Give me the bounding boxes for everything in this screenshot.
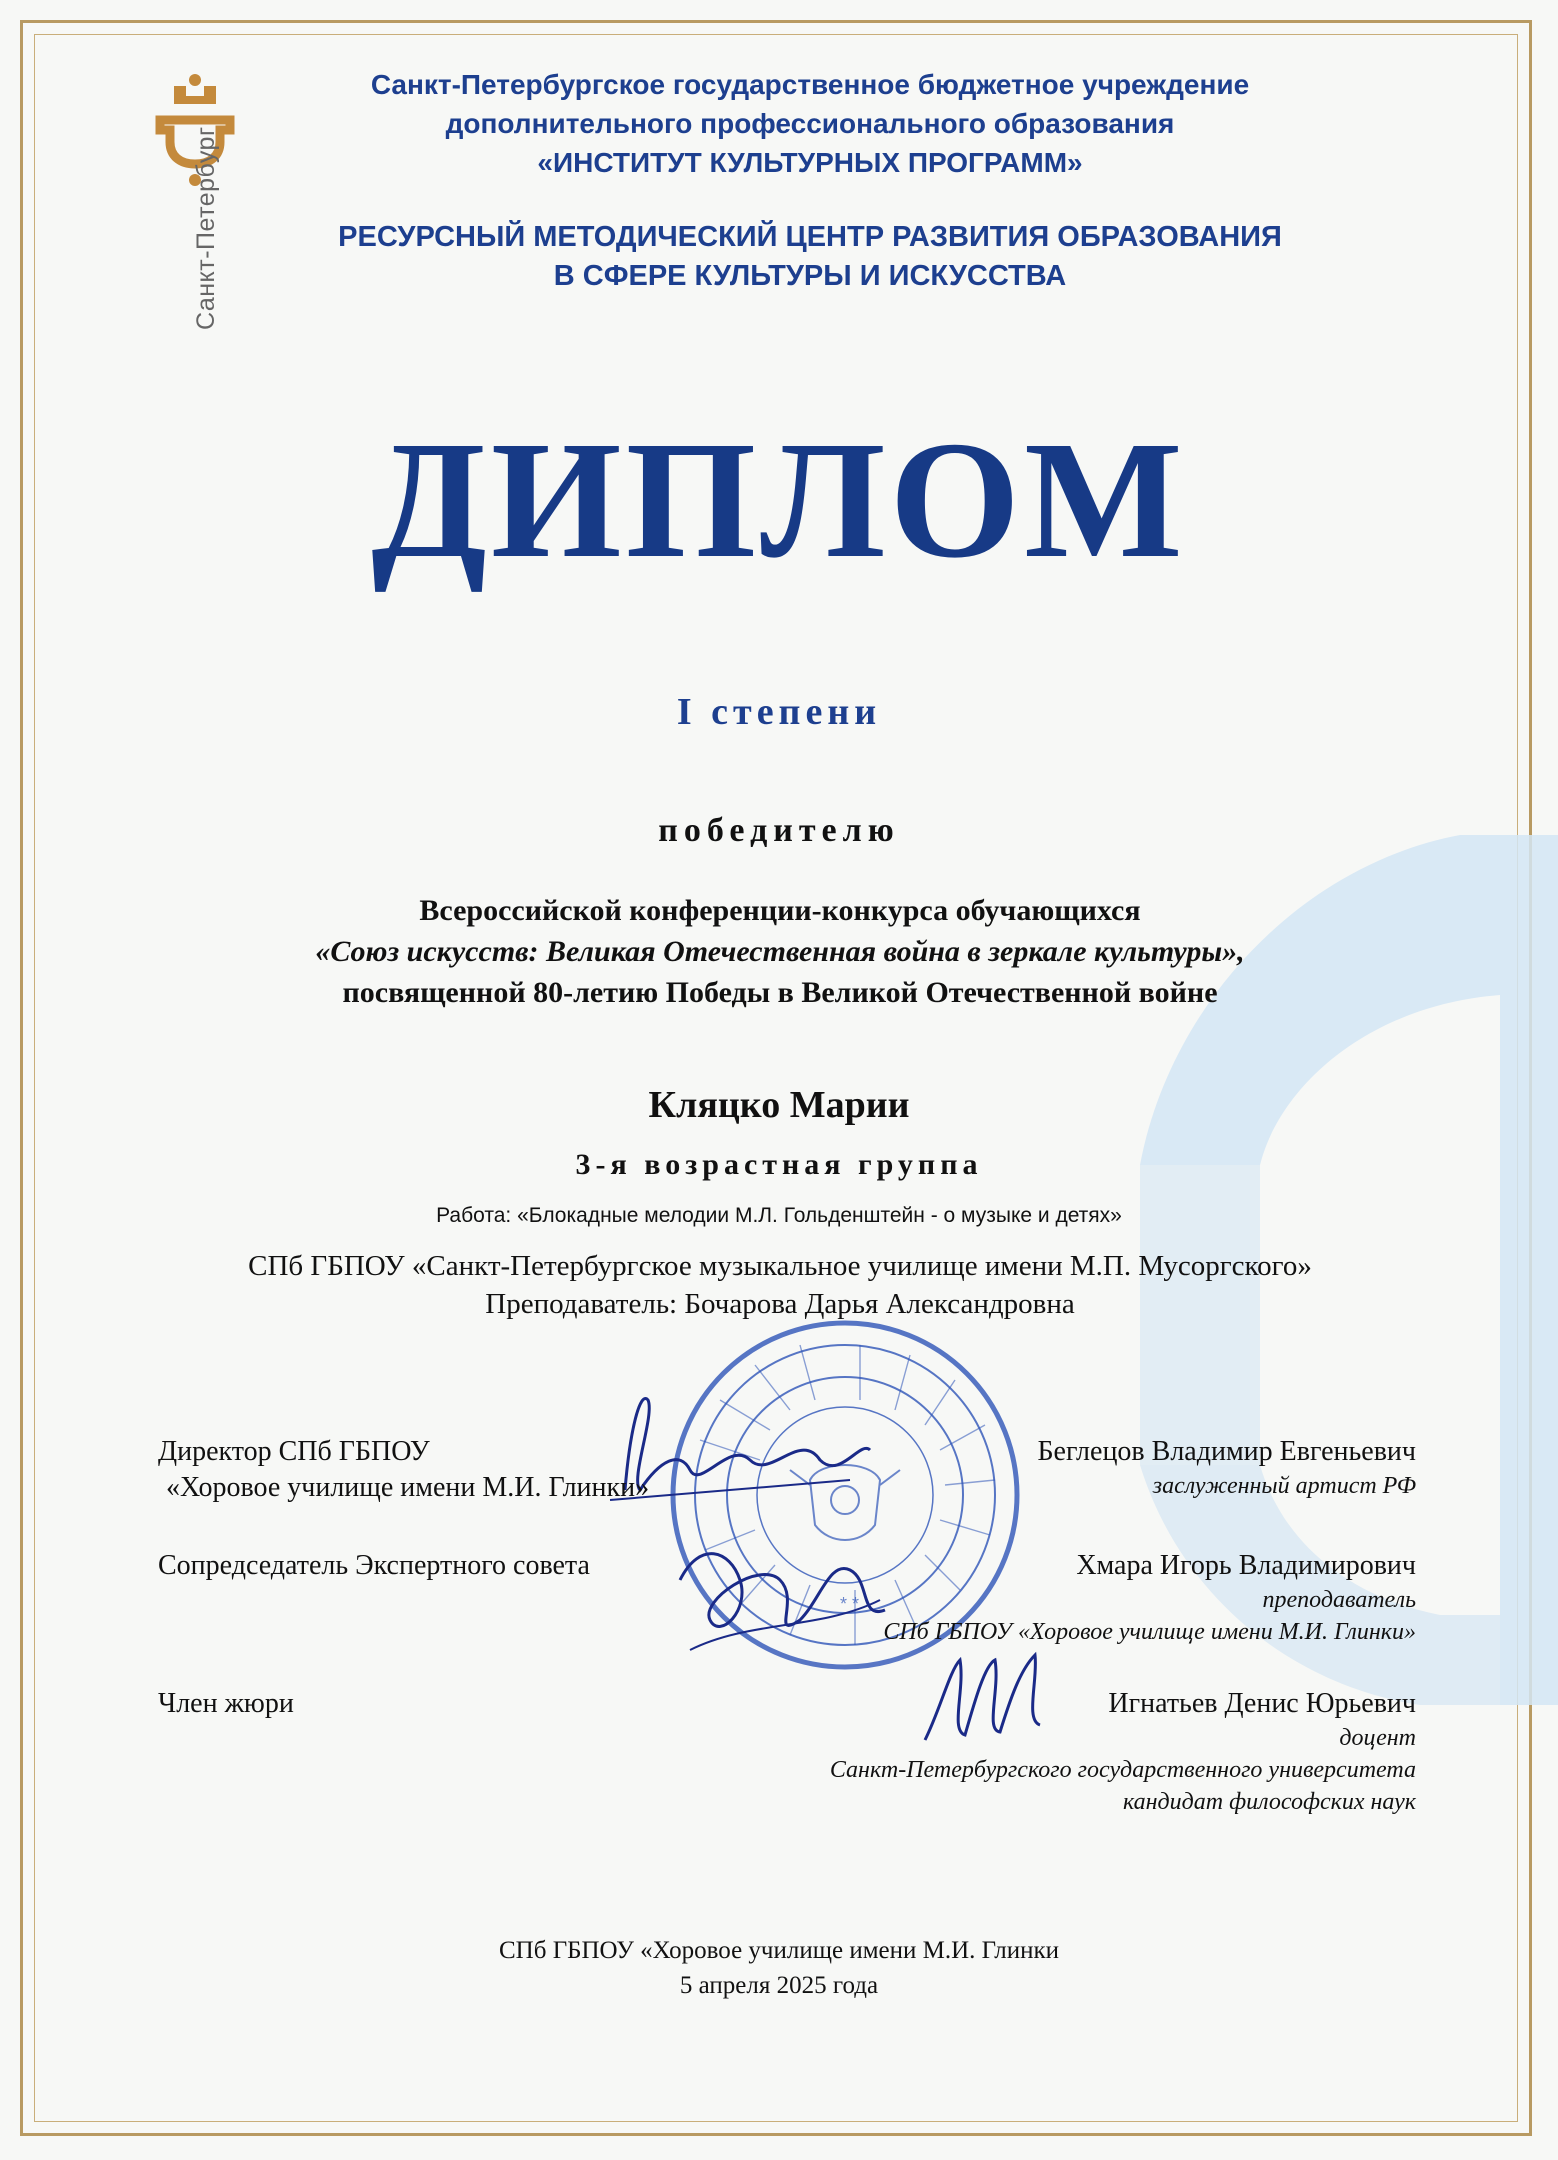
contest-line-3: посвященной 80-летию Победы в Великой Отечественной войне: [342, 976, 1218, 1009]
contest-description: [140, 890, 1420, 1013]
work-title: Работа: «Блокадные мелодии М.Л. Гольденштейн - о музыке и детях»: [436, 1204, 1122, 1227]
participant-name: Кляцко Марии: [648, 1084, 910, 1126]
signature-cochair: [660, 1500, 900, 1660]
institution-header: [270, 65, 1350, 182]
signatory-cochair-name-block: [883, 1548, 1416, 1648]
logo-city-label: Санкт-Петербург: [192, 126, 220, 330]
center-header: [270, 218, 1350, 296]
director-role-line-2: «Хоровое училище имени М.И. Глинки»: [166, 1472, 650, 1503]
signatory-director-name-block: [1037, 1434, 1416, 1502]
jury-title-2: Санкт-Петербургского государственного университета: [829, 1757, 1416, 1783]
age-group: 3-я возрастная группа: [575, 1148, 983, 1181]
svg-text:* *: * *: [840, 1594, 860, 1614]
jury-title-1: доцент: [1339, 1725, 1416, 1751]
signatory-jury-role: [158, 1686, 294, 1722]
contest-line-1: Всероссийской конференции-конкурса обучающихся: [419, 894, 1141, 927]
signatory-director-role: [158, 1434, 649, 1506]
director-name: Беглецов Владимир Евгеньевич: [1037, 1436, 1416, 1467]
header-line-1: Санкт-Петербургское государственное бюджетное учреждение: [370, 69, 1250, 100]
contest-line-2: «Союз искусств: Великая Отечественная война в зеркале культуры»,: [315, 935, 1245, 968]
signatory-cochair-role: [158, 1548, 590, 1584]
cochair-name: Хмара Игорь Владимирович: [1076, 1550, 1416, 1581]
jury-title-3: кандидат философских наук: [1122, 1789, 1416, 1815]
director-title: заслуженный артист РФ: [1152, 1473, 1416, 1499]
header-line-5: В СФЕРЕ КУЛЬТУРЫ И ИСКУССТВА: [553, 260, 1067, 292]
header-line-2: дополнительного профессионального образования: [445, 108, 1175, 139]
diploma-title: ДИПЛОМ: [371, 407, 1187, 593]
footer-issuer: СПб ГБПОУ «Хоровое училище имени М.И. Глинки: [499, 1937, 1059, 1964]
cochair-title-2: СПб ГБПОУ «Хоровое училище имени М.И. Глинки»: [883, 1619, 1416, 1645]
footer: [0, 1933, 1558, 2003]
signatory-jury-name-block: [830, 1686, 1416, 1818]
director-role-line-1: Директор СПб ГБПОУ: [158, 1436, 430, 1467]
cochair-role: Сопредседатель Экспертного совета: [158, 1550, 590, 1581]
cochair-title-1: преподаватель: [1262, 1587, 1416, 1613]
header-line-4: РЕСУРСНЫЙ МЕТОДИЧЕСКИЙ ЦЕНТР РАЗВИТИЯ ОБРАЗОВАНИЯ: [338, 221, 1282, 253]
footer-date: 5 апреля 2025 года: [679, 1972, 879, 1999]
participant-teacher: Преподаватель: Бочарова Дарья Александровна: [485, 1288, 1075, 1320]
jury-name: Игнатьев Денис Юрьевич: [1108, 1688, 1416, 1719]
degree-label: I степени: [676, 691, 882, 733]
participant-school: СПб ГБПОУ «Санкт-Петербургское музыкальное училище имени М.П. Мусоргского»: [248, 1250, 1312, 1282]
header-line-3: «ИНСТИТУТ КУЛЬТУРНЫХ ПРОГРАММ»: [537, 147, 1083, 178]
winner-label: победителю: [658, 812, 900, 849]
jury-role: Член жюри: [158, 1688, 294, 1719]
